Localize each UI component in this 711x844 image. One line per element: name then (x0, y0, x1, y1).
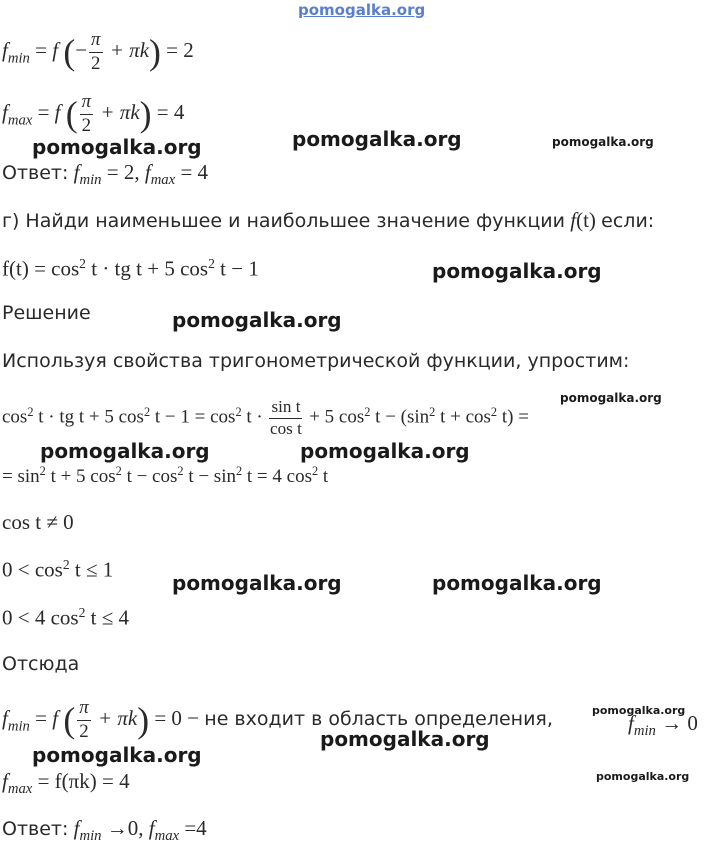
watermark-top[interactable]: pomogalka.org (298, 1, 426, 19)
fmin-limit: $f_{min} \to 0$ (628, 711, 698, 740)
answer-1: Ответ: $f_{min} = 2$, $f_{max} = 4$ (2, 160, 209, 189)
fmin-previous-line: $f_{min} = f$ (− $\frac{\pi}{2}$ + πk) = 2 (2, 29, 194, 74)
simplify-line-1: $\cos^2 t$ · tg t + 5 $\cos^2 t - 1 = \cos^2 t$ · $\frac{\text{sin t}}{\text{cos t}}$ + 5 $\cos^2 t - (\sin^2$ $t + \cos^2 t$) = (2, 397, 529, 438)
hence-label: Отсюда (2, 653, 80, 675)
watermark: pomogalka.org (292, 127, 462, 151)
function-definition: $f(t) = \cos^2 t$ · tg t + 5 $\cos^2 t - 1$ (2, 256, 259, 281)
condition-cos-nonzero: cos t ≠ 0 (2, 510, 74, 534)
watermark: pomogalka.org (560, 391, 662, 405)
watermark: pomogalka.org (592, 704, 686, 717)
watermark: pomogalka.org (172, 571, 342, 595)
watermark: pomogalka.org (432, 571, 602, 595)
task-g-heading: г) Найди наименьшее и наибольшее значение функции f(t) если: (2, 208, 655, 232)
fraction: $\frac{\text{sin t}}{\text{cos t}}$ (270, 397, 302, 438)
answer-2: Ответ: $f_{min} \to 0$, $f_{max} =4$ (2, 816, 207, 844)
watermark: pomogalka.org (596, 770, 690, 783)
watermark: pomogalka.org (320, 727, 490, 751)
intro-text: Используя свойства тригонометрической функции, упростим: (2, 350, 630, 372)
fraction: $\frac{\pi}{2}$ (91, 29, 101, 74)
watermark: pomogalka.org (300, 439, 470, 463)
watermark: pomogalka.org (552, 135, 654, 149)
simplify-line-2: = $\sin^2 t + 5$ $\cos^2 t - \cos^2 t - \sin^2 t = 4$ $\cos^2 t$ (2, 464, 329, 487)
fmin-final-line: $f_{min} = f$ ( $\frac{\pi}{2}$ + πk) = 0 − не входит в область определения, (2, 697, 553, 742)
fmax-final-line: $f_{max} = f(\pi k) = 4$ (2, 769, 130, 798)
watermark: pomogalka.org (432, 259, 602, 283)
inequality-1: $0 < \cos^2 t \le 1$ (2, 557, 114, 582)
fraction: $\frac{\pi}{2}$ (79, 697, 89, 742)
fraction: $\frac{\pi}{2}$ (81, 91, 92, 136)
solution-label: Решение (2, 302, 91, 324)
fmax-previous-line: $f_{max} = f$ ( $\frac{\pi}{2}$ + πk) = 4 (2, 91, 185, 136)
watermark: pomogalka.org (40, 439, 210, 463)
inequality-2: 0 < 4 $\cos^2 t \le 4$ (2, 605, 130, 630)
watermark: pomogalka.org (172, 308, 342, 332)
watermark: pomogalka.org (32, 743, 202, 767)
watermark: pomogalka.org (32, 135, 202, 159)
